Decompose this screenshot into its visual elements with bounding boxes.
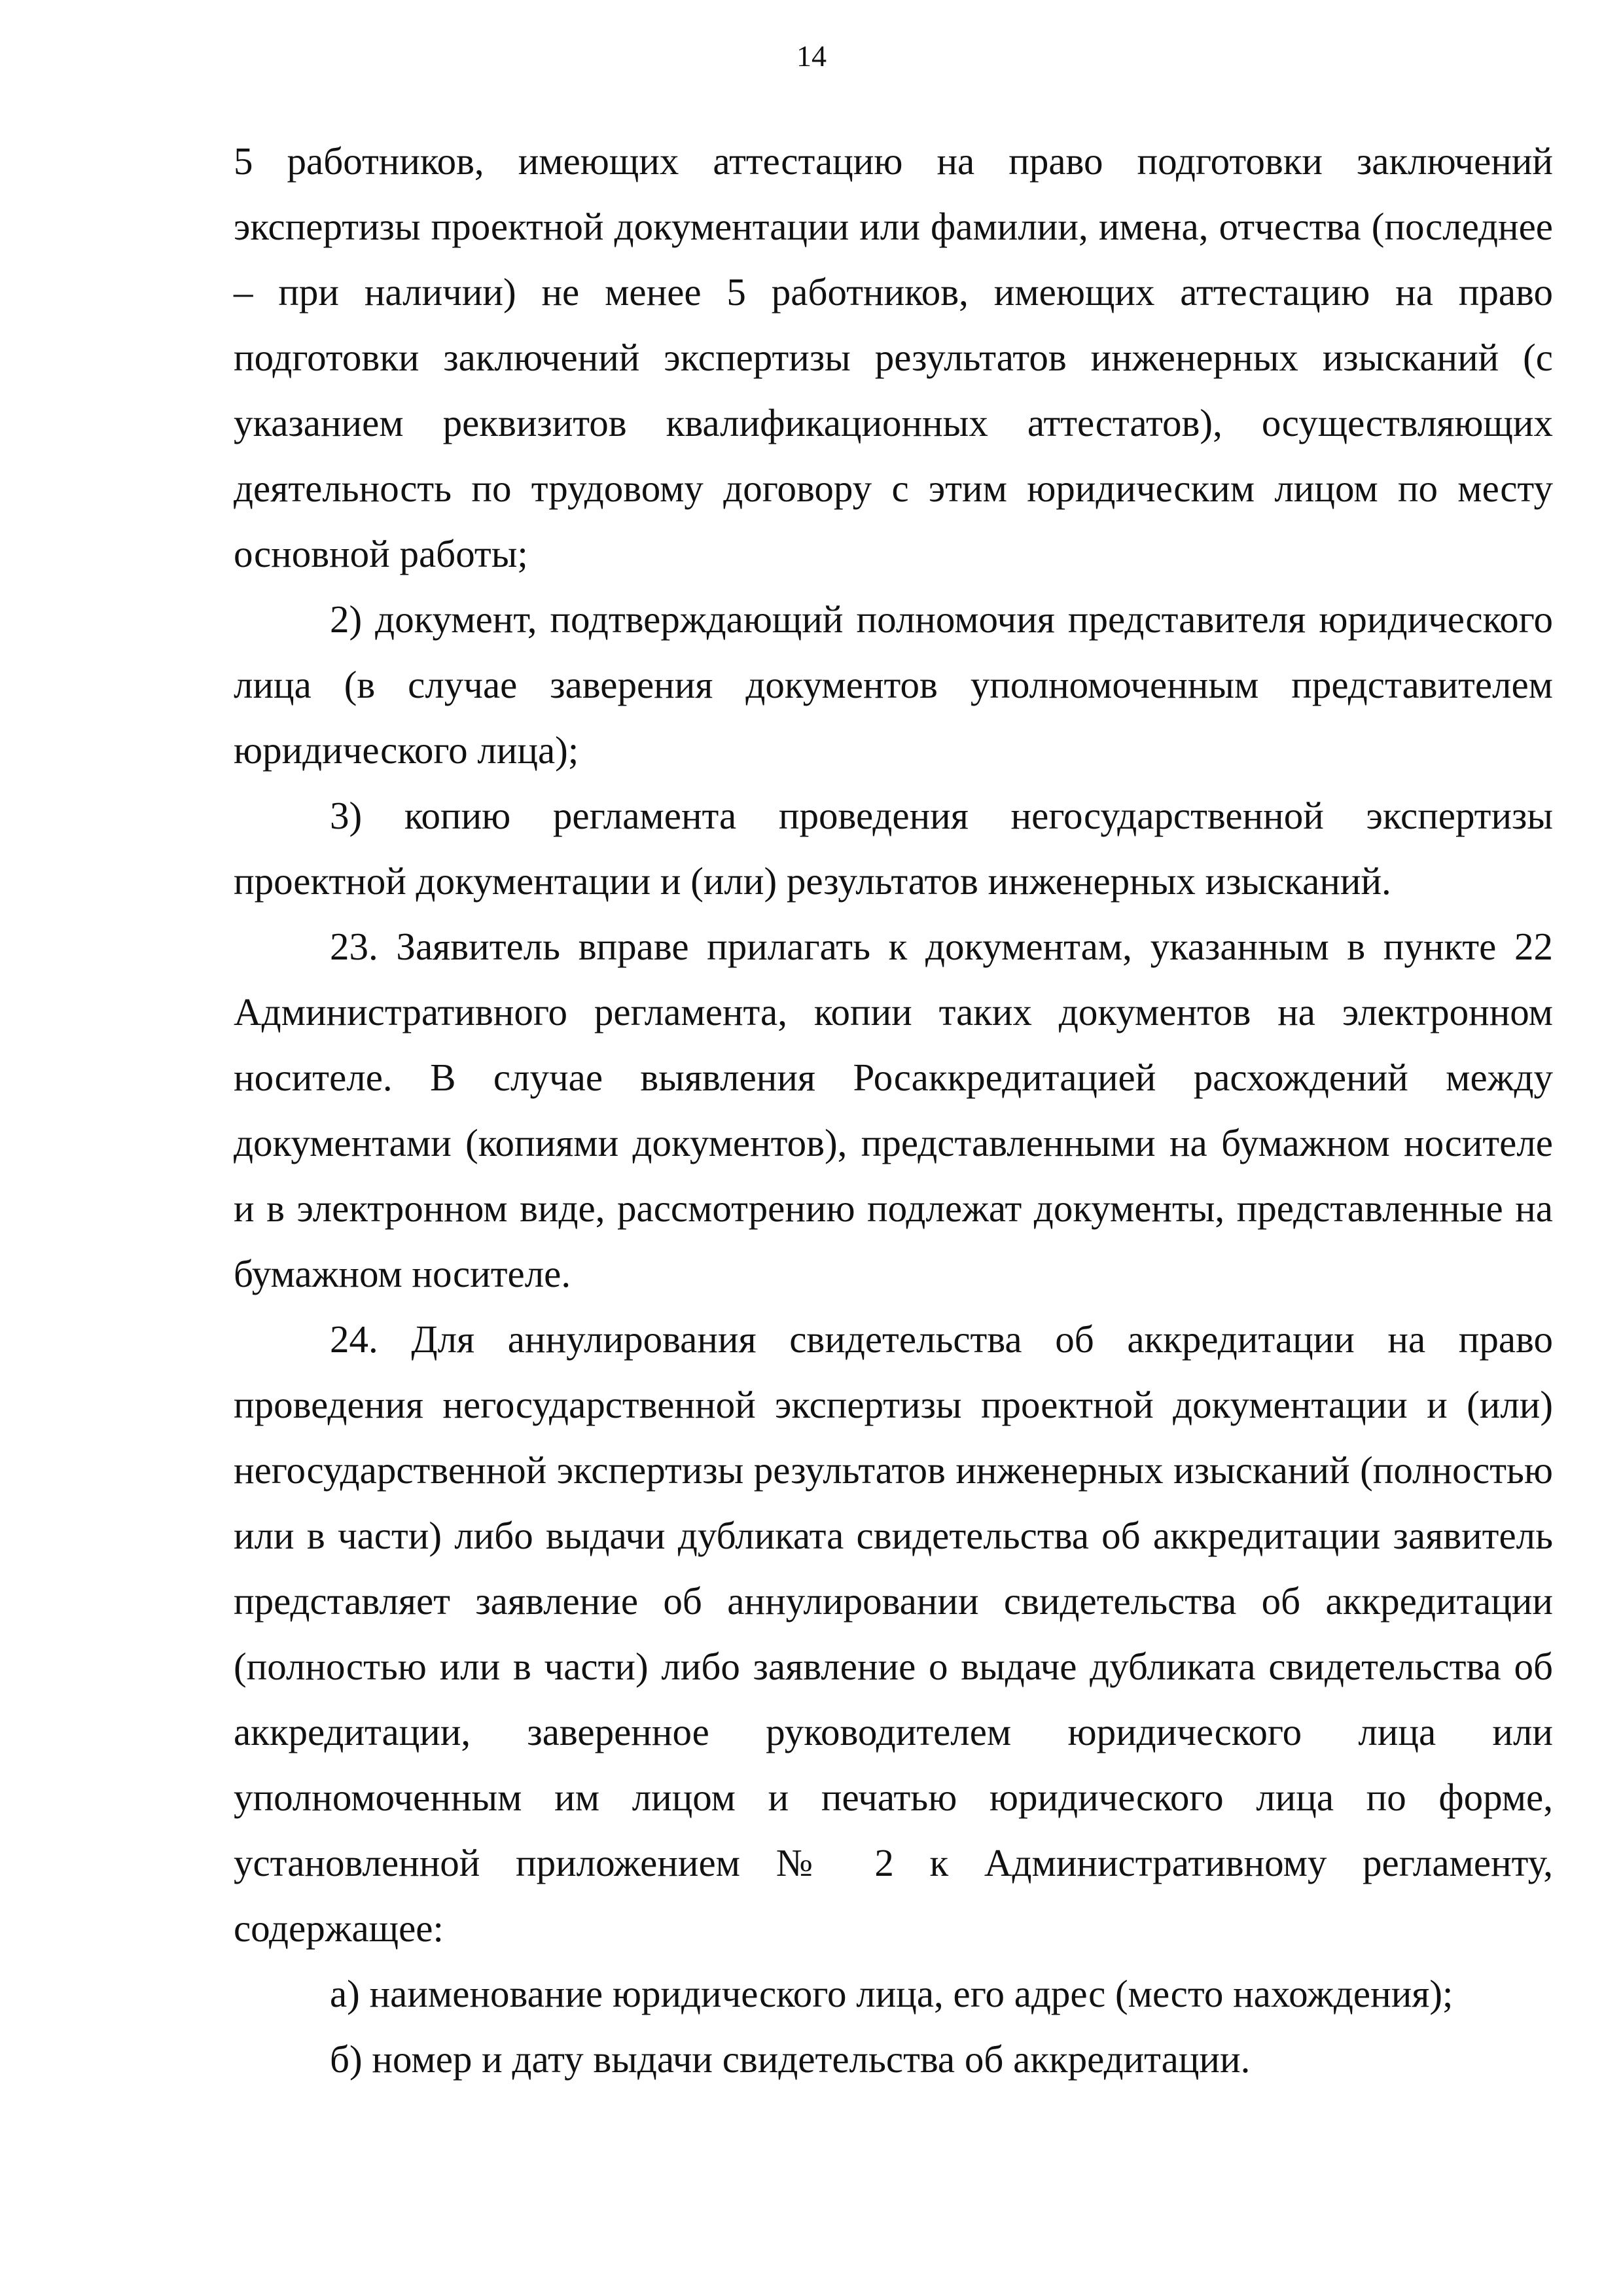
page-number: 14	[796, 39, 827, 73]
paragraph-continuation: 5 работников, имеющих аттестацию на право подготовки заключений экспертизы проектной документации или фамилии, имена, отчества (последнее – при наличии) не менее 5 работников, имеющих аттестацию на право подготовки заключений экспертизы результатов инженерных изысканий (с указанием реквизитов квалификационных аттестатов), осуществляющих деятельность по трудовому договору с этим юридическим лицом по месту основной работы;	[234, 139, 1553, 575]
paragraph-item-2: 2) документ, подтверждающий полномочия представителя юридического лица (в случае заверения документов уполномоченным представителем юридического лица);	[234, 598, 1553, 772]
paragraph-clause-24: 24. Для аннулирования свидетельства об аккредитации на право проведения негосударственной экспертизы проектной документации и (или) негосударственной экспертизы результатов инженерных изысканий (полностью или в части) либо выдачи дубликата свидетельства об аккредитации заявитель представляет заявление об аннулировании свидетельства об аккредитации (полностью или в части) либо заявление о выдаче дубликата свидетельства об аккредитации, заверенное руководителем юридического лица или уполномоченным им лицом и печатью юридического лица по форме, установленной приложением № 2 к Административному регламенту, содержащее:	[234, 1318, 1553, 1950]
document-body	[234, 128, 1553, 2092]
list-item-b: б) номер и дату выдачи свидетельства об аккредитации.	[330, 2037, 1251, 2081]
list-item-a: а) наименование юридического лица, его адрес (место нахождения);	[330, 1972, 1454, 2015]
paragraph-item-3: 3) копию регламента проведения негосударственной экспертизы проектной документации и (или) результатов инженерных изысканий.	[234, 794, 1553, 903]
paragraph-clause-23: 23. Заявитель вправе прилагать к документам, указанным в пункте 22 Административного регламента, копии таких документов на электронном носителе. В случае выявления Росаккредитацией расхождений между документами (копиями документов), представленными на бумажном носителе и в электронном виде, рассмотрению подлежат документы, представленные на бумажном носителе.	[234, 925, 1553, 1295]
